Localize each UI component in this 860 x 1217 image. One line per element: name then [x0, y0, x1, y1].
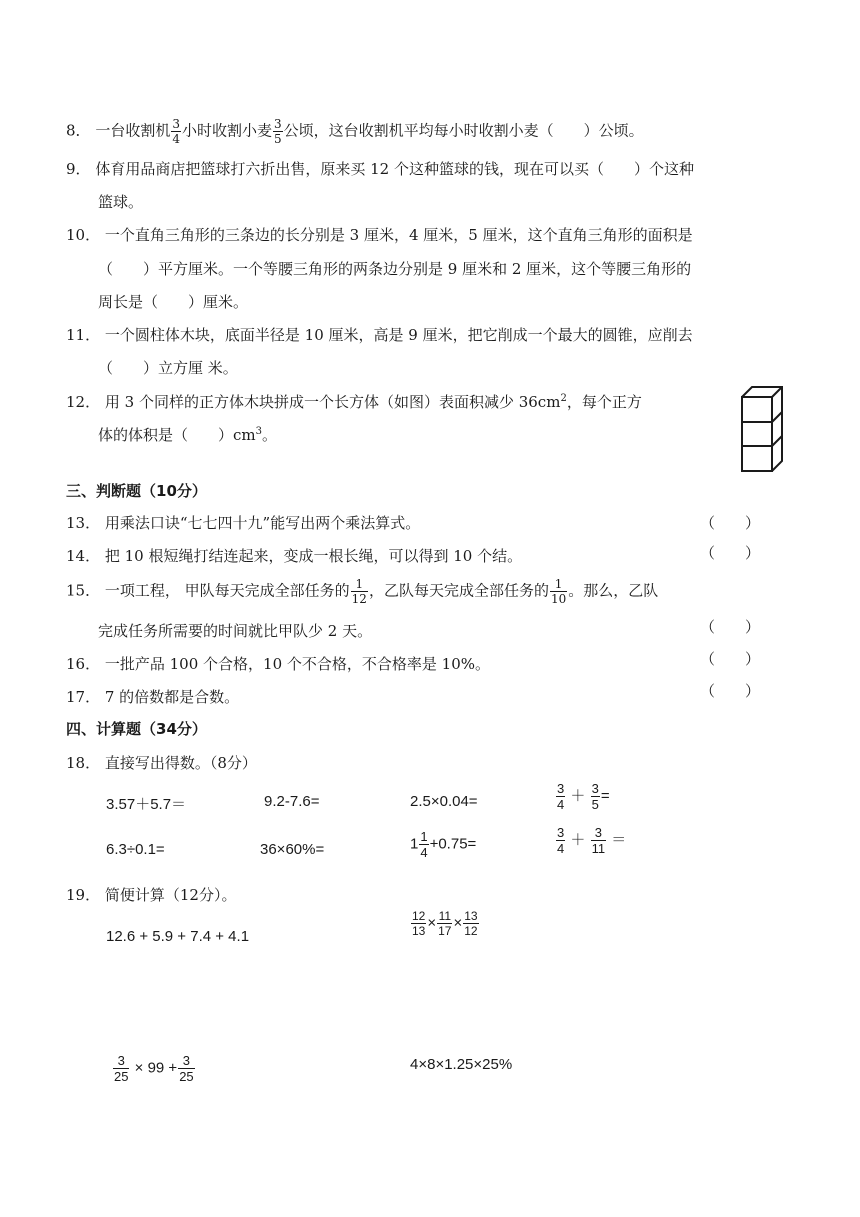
whole-number: 1 [410, 835, 419, 853]
answer-bracket[interactable]: （ ） [700, 650, 761, 668]
fraction [178, 1054, 194, 1083]
question-15-line-2: 完成任务所需要的时间就比甲队少 2 天。 [98, 622, 373, 640]
question-number: 15． [66, 581, 101, 600]
fraction [556, 826, 565, 855]
expr-simplify-3 [112, 1054, 196, 1083]
question-text: 用乘法口诀“七七四十九”能写出两个乘法算式。 [104, 514, 421, 532]
fraction [113, 1054, 129, 1083]
question-number: 18． [66, 754, 101, 772]
numerator: 1 [420, 829, 428, 844]
denominator: 5 [591, 797, 599, 812]
section-title-calculation: 四、计算题（34分） [66, 720, 207, 738]
expr-a3: 2.5×0.04= [410, 793, 478, 810]
expression-rest: +0.75= [429, 835, 477, 853]
question-19 [66, 884, 236, 905]
expr-a2: 9.2-7.6= [264, 793, 320, 810]
expr-b1: 6.3÷0.1= [106, 841, 165, 858]
question-text: 体育用品商店把篮球打六折出售，原来买 12 个这种篮球的钱，现在可以买（ ）个这种 [95, 160, 694, 178]
question-text: 。那么，乙队 [568, 581, 659, 600]
numerator: 13 [464, 909, 478, 923]
fraction [171, 118, 181, 145]
question-9 [66, 158, 694, 179]
fraction [550, 578, 567, 605]
expr-b4 [555, 826, 626, 855]
question-text: 体的体积是（ ）cm [98, 426, 256, 444]
stacked-cubes-figure [738, 383, 786, 475]
denominator: 12 [464, 924, 478, 938]
question-12-line-2 [98, 424, 277, 445]
question-17 [66, 686, 239, 707]
question-11-line-2: （ ）立方厘 米。 [98, 359, 238, 377]
section-title-judgment: 三、判断题（10分） [66, 482, 207, 500]
operator: ＋ [570, 787, 586, 805]
question-11 [66, 324, 693, 345]
question-text: 把 10 根短绳打结连起来，变成一根长绳，可以得到 10 个结。 [104, 547, 523, 565]
denominator: 4 [557, 841, 565, 856]
question-number: 12． [66, 393, 101, 411]
question-text: 一项工程， 甲队每天完成全部任务的 [104, 581, 350, 600]
denominator: 4 [420, 845, 428, 860]
question-number: 17． [66, 688, 101, 706]
numerator: 3 [117, 1053, 125, 1068]
answer-bracket[interactable]: （ ） [700, 682, 761, 700]
question-15 [66, 578, 658, 605]
fraction [437, 910, 452, 937]
question-text: 一批产品 100 个合格，10 个不合格，不合格率是 10%。 [104, 655, 491, 673]
denominator: 25 [179, 1069, 194, 1084]
operator: × [453, 914, 463, 932]
denominator: 10 [550, 592, 567, 606]
expr-simplify-2 [410, 910, 480, 937]
operator: ＋ [570, 831, 586, 849]
expr-b2: 36×60%= [260, 841, 325, 858]
operator: × [427, 914, 437, 932]
question-13 [66, 512, 420, 533]
fraction [411, 910, 426, 937]
question-text: ，乙队每天完成全部任务的 [368, 581, 549, 600]
question-8 [66, 118, 644, 145]
question-number: 13． [66, 514, 101, 532]
superscript: 3 [255, 426, 263, 437]
fraction [351, 578, 368, 605]
question-number: 8． [66, 121, 91, 140]
denominator: 4 [172, 132, 180, 146]
numerator: 3 [557, 781, 565, 796]
fraction [591, 782, 600, 811]
fraction [556, 782, 565, 811]
question-10-line-2: （ ）平方厘米。一个等腰三角形的两条边分别是 9 厘米和 2 厘米，这个等腰三角形的 [98, 260, 692, 278]
question-text: 用 3 个同样的正方体木块拼成一个长方体（如图）表面积减少 36cm [104, 393, 561, 411]
question-number: 14． [66, 547, 101, 565]
fraction [273, 118, 283, 145]
numerator: 3 [594, 825, 602, 840]
question-9-line-2: 篮球。 [98, 193, 144, 211]
expr-simplify-4: 4×8×1.25×25% [410, 1056, 513, 1073]
question-14 [66, 545, 522, 566]
numerator: 3 [557, 825, 565, 840]
expr-simplify-1: 12.6 + 5.9 + 7.4 + 4.1 [106, 928, 250, 945]
question-number: 9． [66, 160, 91, 178]
question-text: 一台收割机 [95, 121, 171, 140]
numerator: 11 [438, 909, 452, 923]
numerator: 1 [355, 577, 364, 591]
numerator: 1 [554, 577, 563, 591]
question-18 [66, 752, 257, 773]
equals-sign: ＝ [611, 831, 627, 849]
question-text: 一个圆柱体木块，底面半径是 10 厘米，高是 9 厘米，把它削成一个最大的圆锥，应削去 [104, 326, 693, 344]
superscript: 2 [560, 393, 567, 404]
denominator: 5 [274, 132, 282, 146]
numerator: 3 [172, 117, 180, 131]
answer-bracket[interactable]: （ ） [700, 514, 761, 532]
question-16 [66, 653, 490, 674]
fraction [419, 830, 428, 859]
question-text: 7 的倍数都是合数。 [104, 688, 240, 706]
question-10-line-3: 周长是（ ）厘米。 [98, 293, 249, 311]
denominator: 13 [412, 924, 426, 938]
numerator: 3 [182, 1053, 191, 1068]
fraction [591, 826, 607, 855]
denominator: 4 [557, 797, 565, 812]
numerator: 12 [412, 909, 426, 923]
question-number: 10． [66, 226, 101, 244]
equals-sign: = [600, 787, 610, 805]
question-text: 。 [262, 426, 278, 444]
question-text: 直接写出得数。（8分） [104, 754, 257, 772]
numerator: 3 [591, 781, 599, 796]
expr-a4 [555, 782, 610, 811]
answer-bracket[interactable]: （ ） [700, 618, 761, 636]
denominator: 12 [351, 592, 367, 606]
denominator: 25 [114, 1069, 129, 1084]
expr-a1: 3.57＋5.7＝ [106, 796, 187, 813]
numerator: 3 [274, 117, 282, 131]
question-text: ，每个正方 [566, 393, 642, 411]
question-number: 16． [66, 655, 101, 673]
question-text: 一个直角三角形的三条边的长分别是 3 厘米，4 厘米，5 厘米，这个直角三角形的面积是 [104, 226, 693, 244]
denominator: 17 [438, 924, 452, 938]
question-10 [66, 224, 693, 245]
question-number: 11． [66, 326, 101, 344]
denominator: 11 [591, 841, 606, 856]
question-number: 19． [66, 886, 101, 904]
question-text: 公顷，这台收割机平均每小时收割小麦（ ）公顷。 [283, 121, 644, 140]
answer-bracket[interactable]: （ ） [700, 544, 761, 562]
expression-middle: × 99 + [134, 1059, 178, 1077]
question-12 [66, 391, 642, 412]
fraction [463, 910, 478, 937]
question-text: 小时收割小麦 [181, 121, 272, 140]
expr-b3 [410, 830, 476, 859]
question-text: 简便计算（12分）。 [104, 886, 237, 904]
